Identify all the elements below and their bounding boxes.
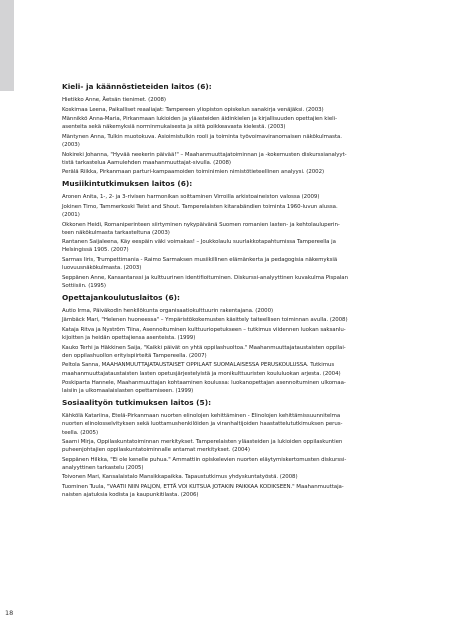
- thesis-entry: [62, 193, 392, 201]
- entry-line: Okkonen Heidi, Romaniperinteen siirtyminen nykypäivänä Suomen romanien lasten- ja kehtolauluperin-: [62, 221, 340, 228]
- entry-line: Nokireki Johanna, "Hyvää neekerin päivää!" – Maahanmuuttajatoiminnan ja -kokemusten diskurssianalyyt-: [62, 151, 347, 158]
- entry-line: maahanmuuttajataustaisten lasten opetusjärjestelyistä ja monikulttuuristen koululuokan arjesta. (2004): [62, 370, 341, 377]
- entry-line: Männikkö Anna-Maria, Pirkanmaan lukioiden ja yläasteiden äidinkielen ja kirjallisuuden opettajien kieli-: [62, 116, 337, 123]
- department-section: [62, 179, 392, 290]
- entry-line: laisiin ja ulkomaalaislasten opettamiseen. (1999): [62, 388, 194, 395]
- thesis-entry: [62, 274, 392, 290]
- entry-line: Seppänen Hilkka, "Ei ole kenelle puhua." Ammattiin opiskelevien nuorten eläytymiskertomusten diskurssi-: [62, 456, 347, 463]
- entry-line: Perälä Riikka, Pirkanmaan parturi-kampaamoiden toiminimien nimistötieteellinen analyysi. (2002): [62, 169, 325, 176]
- entry-line: Hietikko Anne, Äetsän tienimet. (2008): [62, 97, 166, 103]
- thesis-entry: [62, 344, 392, 360]
- entry-line: Mäntynen Anna, Tulkin muotokuva. Asioimistulkin rooli ja toiminta työvoimaviranomaisen näkökulmasta.: [62, 133, 342, 140]
- entry-line: puheenjohtajien oppilaskuntatoiminnalle antamat merkitykset. (2004): [62, 447, 250, 454]
- entry-line: teen näkökulmasta tarkasteltuna (2003): [62, 229, 170, 236]
- department-section: [62, 398, 392, 499]
- entry-line: Sarmas Iiris, Trumpettimania - Raimo Sarmaksen musiikillinen elämänkerta ja pedagogisia näkemyksiä: [62, 257, 338, 263]
- entry-line: (2001): [62, 212, 80, 219]
- side-decor-bar: [0, 0, 14, 91]
- thesis-entry: [62, 412, 392, 436]
- thesis-entry: [62, 326, 392, 342]
- entry-line: Kähkölä Katariina, Etelä-Pirkanmaan nuorten elinolojen kehittäminen - Elinolojen kehittämissuunnitelma: [62, 413, 341, 420]
- thesis-entry: [62, 316, 392, 324]
- thesis-entry: [62, 106, 392, 114]
- department-section: [62, 293, 392, 395]
- entry-line: (2003): [62, 141, 80, 148]
- thesis-entry: [62, 203, 392, 219]
- thesis-entry: [62, 307, 392, 315]
- entry-line: Sottiisiin. (1995): [62, 282, 107, 289]
- entry-line: Seppänen Anne, Kansantanssi ja kulttuurinen identifioituminen. Diskurssi-analyyttinen kuvakulma Pispalan: [62, 274, 348, 281]
- page-number: 18: [5, 609, 14, 617]
- thesis-entry: [62, 221, 392, 237]
- section-heading: Musiikintutkimuksen laitos (6):: [62, 179, 193, 189]
- entry-line: Jämbäck Mari, "Helenen huoneessa" – Ympäristökokemusten käsittely taiteellisen toiminnan avulla. (2008): [62, 317, 348, 324]
- section-heading: Opettajankoulutuslaitos (6):: [62, 292, 180, 302]
- entry-line: analyyttinen tarkastelu (2005): [62, 464, 144, 471]
- section-heading: Sosiaalityön tutkimuksen laitos (5):: [62, 398, 212, 408]
- document-body: [62, 82, 392, 501]
- entry-line: Autio Irma, Päiväkodin henkilökunta organisaatiokulttuurin rakentajana. (2000): [62, 307, 274, 314]
- thesis-entry: [62, 361, 392, 377]
- thesis-entry: [62, 96, 392, 104]
- entry-line: Toivonen Mari, Kansalaistalo Mansikkapaikka. Tapaustutkimus yhdyskuntatyöstä. (2008): [62, 474, 298, 481]
- entry-line: kijoitten ja heidän opettajiensa asenteista. (1999): [62, 335, 196, 342]
- entry-line: Saarni Mirja, Oppilaskuntatoiminnan merkitykset. Tamperelaisten yläasteiden ja lukioiden oppilaskuntien: [62, 439, 343, 446]
- entry-line: luovuusnäkökulmasta. (2003): [62, 265, 142, 272]
- entry-line: Jokinen Timo, Tammerkoski Twist and Shout. Tamperelaisten kitarabändien toiminta 1960-luvun alussa.: [62, 203, 338, 210]
- thesis-entry: [62, 483, 392, 499]
- entry-line: naisten ajatuksia kodista ja kaupunkitilasta. (2006): [62, 492, 199, 499]
- entry-line: nuorten elinolosselvityksen sekä luottamushenkilöiden ja viranhaltijoiden haastattelututkimuksen perus-: [62, 421, 343, 428]
- entry-line: Koskimaa Leena, Paikalliset reaaliajat: Tampereen yliopiston opiskelun sanakirja venäjäksi. (2003): [62, 106, 324, 113]
- thesis-entry: [62, 151, 392, 167]
- thesis-entry: [62, 115, 392, 131]
- entry-line: den oppilashuollon erityispiirteitä Tampereella. (2007): [62, 352, 207, 359]
- entry-line: tistä tarkastelua Aamulehden maahanmuuttajat-sivulla. (2008): [62, 159, 231, 166]
- entry-line: Aronen Anita, 1-, 2- ja 3-rivisen harmonikan soittaminen Virroilla arkistoaineiston valossa (2009): [62, 194, 320, 201]
- entry-line: Helsingissä 1905. (2007): [62, 247, 129, 254]
- entry-line: asenteita sekä näkemyksiä norminmukaisesta ja siitä poikkeavasta kielestä. (2003): [62, 124, 286, 131]
- entry-line: Rantanen Saijaleena, Käy eespäin väki voimakas! – Joukkolaulu suurlakkotapahtumissa Tampereella ja: [62, 239, 336, 246]
- entry-line: teella. (2005): [62, 429, 99, 436]
- entry-line: Peltola Sanna, MAAHANMUUTTAJATAUSTAISET OPPILAAT SUOMALAISESSA PERUSKOULUSSA. Tutkimus: [62, 362, 335, 369]
- thesis-entry: [62, 238, 392, 254]
- thesis-entry: [62, 473, 392, 481]
- thesis-entry: [62, 379, 392, 395]
- thesis-entry: [62, 168, 392, 176]
- department-section: [62, 82, 392, 176]
- section-heading: Kieli- ja käännöstieteiden laitos (6):: [62, 82, 212, 91]
- entry-line: Poskiparta Hannele, Maahanmuuttajan kohtaaminen koulussa: luokanopettajan asennoituminen ulkomaa-: [62, 380, 346, 387]
- thesis-entry: [62, 438, 392, 454]
- thesis-entry: [62, 256, 392, 272]
- entry-line: Kataja Ritva ja Nyström Tiina, Asennoituminen kulttuuriopetukseen – tutkimus viidennen luokan saksanlu-: [62, 327, 346, 334]
- thesis-entry: [62, 456, 392, 472]
- entry-line: Kauko Terhi ja Häkkinen Saija, "Kaikki päivät on yhtä oppilashuoltoa." Maahanmuuttajataustaisten oppilai-: [62, 344, 346, 351]
- thesis-entry: [62, 133, 392, 149]
- entry-line: Tuominen Tuula, "VAATII NIIN PALJON, ETTÄ VOI KUTSUA JOTAKIN PAIKKAA KODIKSEEN." Maahanmuuttaja-: [62, 484, 344, 491]
